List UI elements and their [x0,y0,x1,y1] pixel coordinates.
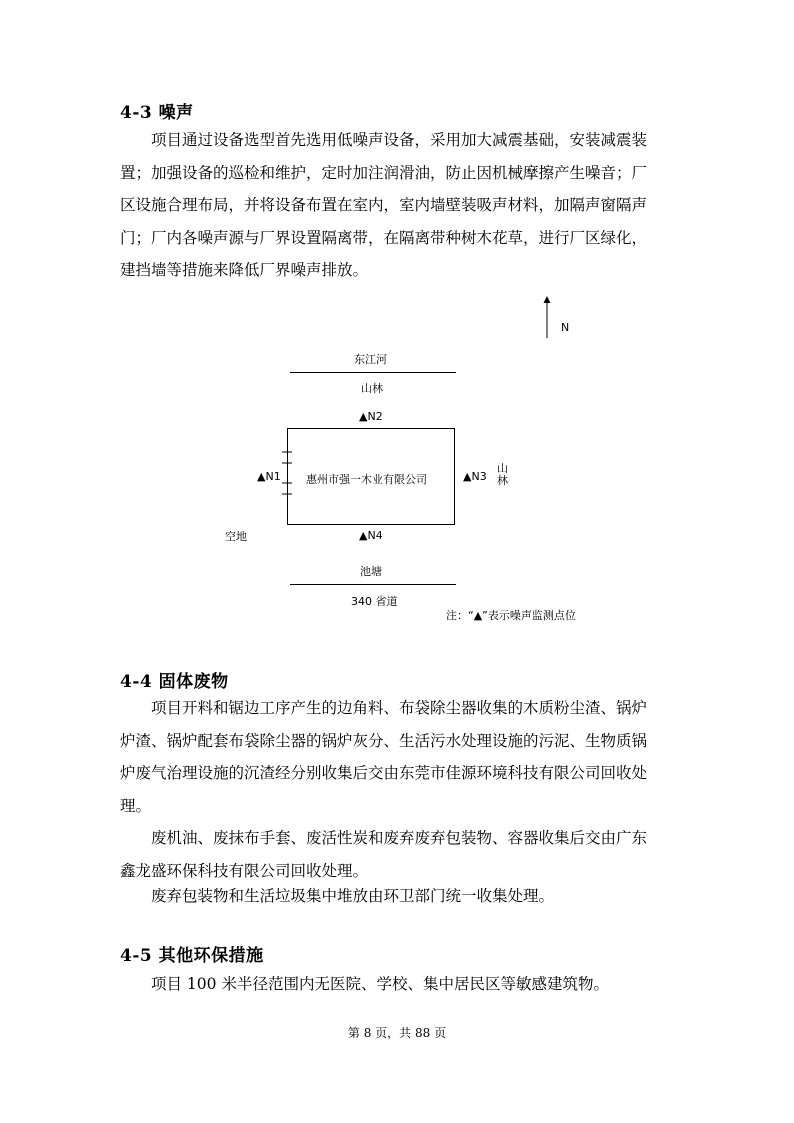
diagram-note: 注：“▲”表示噪声监测点位 [446,609,576,622]
north-label: N [561,321,570,334]
section-heading-other-measures: 4-5 其他环保措施 [120,946,264,966]
solid-waste-p3-line-1: 废弃包装物和生活垃圾集中堆放由环卫部门统一收集处理。 [151,887,555,905]
gate-marks [282,448,294,498]
noise-line-4: 门；厂内各噪声源与厂界设置隔离带，在隔离带种树木花草，进行厂区绿化， [120,228,648,247]
monitor-point-n2: ▲N2 [359,410,383,423]
river-label: 东江河 [354,353,387,366]
noise-line-3: 区设施合理布局，并将设备布置在室内，室内墙壁装吸声材料，加隔声窗隔声 [120,196,648,214]
section-heading-solid-waste: 4-4 固体废物 [120,672,229,692]
monitor-point-n1: ▲N1 [257,470,281,483]
company-label: 惠州市强一木业有限公司 [306,473,427,486]
noise-paragraph [120,124,690,287]
west-label: 空地 [225,530,247,543]
north-forest-label: 山林 [361,382,383,395]
other-measures-paragraph [120,968,690,1001]
north-arrow-icon [540,296,554,340]
pond-label: 池塘 [360,565,382,578]
solid-waste-paragraph-1 [120,692,690,822]
road-label: 340 省道 [351,595,398,608]
solid-waste-p1-line-1: 项目开料和锯边工序产生的边角料、布袋除尘器收集的木质粉尘渣、锅炉 [151,699,648,717]
monitor-point-n4: ▲N4 [359,529,383,542]
solid-waste-p2-line-2: 鑫龙盛环保科技有限公司回收处理。 [120,861,369,880]
noise-line-1: 项目通过设备选型首先选用低噪声设备，采用加大减震基础，安装减震装 [151,131,648,149]
solid-waste-p1-line-2: 炉渣、锅炉配套布袋除尘器的锅炉灰分、生活污水处理设施的污泥、生物质锅 [120,731,648,750]
solid-waste-p2-line-1: 废机油、废抹布手套、废活性炭和废弃废弃包装物、容器收集后交由广东 [151,829,648,847]
page-footer: 第 8 页，共 88 页 [347,1026,447,1040]
solid-waste-paragraph-2 [120,822,690,887]
solid-waste-paragraph-3 [120,880,690,913]
monitor-point-n3: ▲N3 [463,470,487,483]
section-heading-noise: 4-3 噪声 [120,103,194,123]
road-line [290,584,456,585]
noise-line-2: 置；加强设备的巡检和维护，定时加注润滑油，防止因机械摩擦产生噪音；厂 [120,163,648,182]
noise-line-5: 建挡墙等措施来降低厂界噪声排放。 [120,261,369,279]
solid-waste-p1-line-3: 炉废气治理设施的沉渣经分别收集后交由东莞市佳源环境科技有限公司回收处 [120,764,648,782]
east-forest-label: 山 林 [497,462,508,487]
other-measures-line-1: 项目 100 米半径范围内无医院、学校、集中居民区等敏感建筑物。 [151,975,609,993]
river-line [290,372,456,373]
solid-waste-p1-line-4: 理。 [120,796,152,815]
